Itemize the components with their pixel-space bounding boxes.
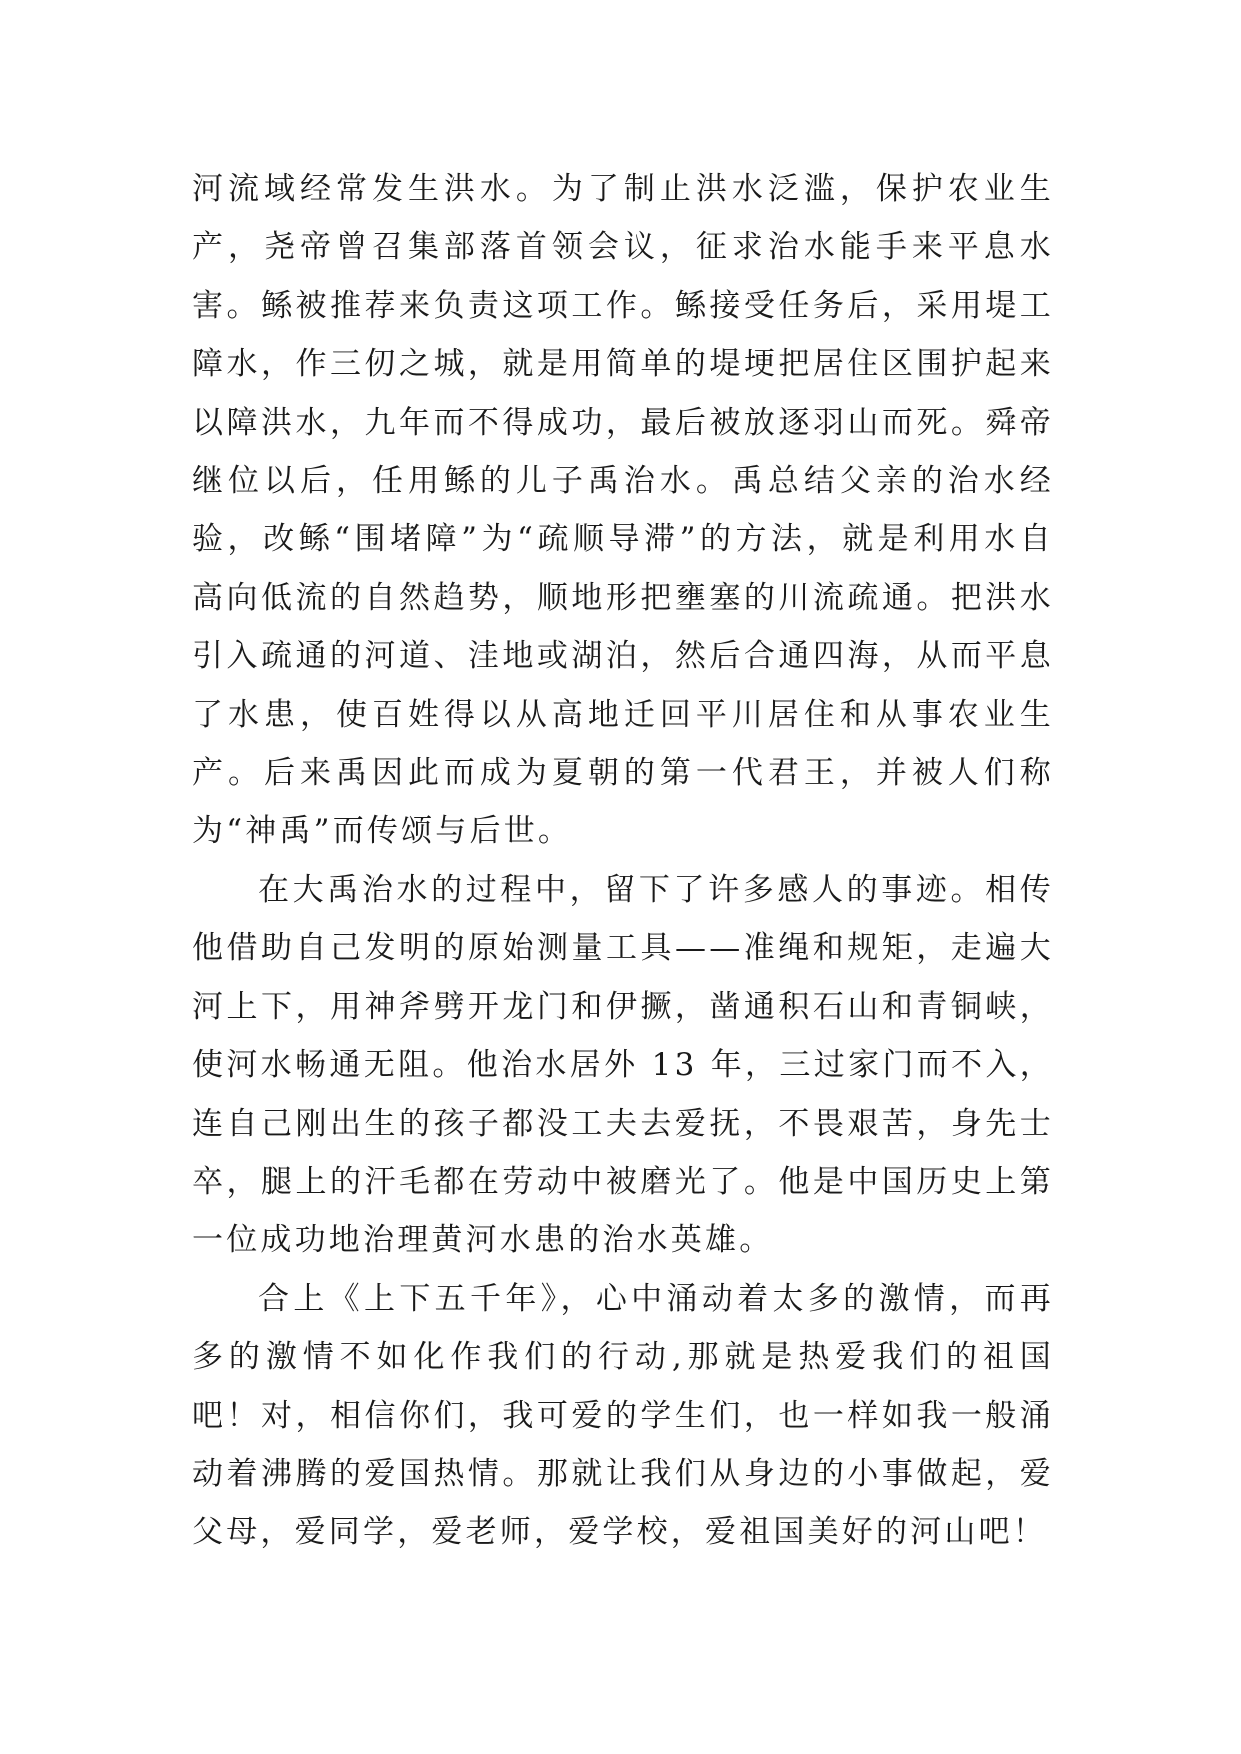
- paragraph-dayu-deeds: 在大禹治水的过程中，留下了许多感人的事迹。相传他借助自己发明的原始测量工具——准绳和规矩，走遍大河上下，用神斧劈开龙门和伊撅，凿通积石山和青铜峡，使河水畅通无阻。他治水居外 13 年，三过家门而不入，连自己刚出生的孩子都没工夫去爱抚，不畏艰苦，身先士卒，腿上的汗毛都在劳动中被磨光了。他是中国历史上第一位成功地治理黄河水患的治水英雄。: [192, 871, 1054, 1259]
- paragraph-continued: 河流域经常发生洪水。为了制止洪水泛滥，保护农业生产，尧帝曾召集部落首领会议，征求治水能手来平息水害。鲧被推荐来负责这项工作。鲧接受任务后，采用堤工障水，作三仞之城，就是用简单的堤埂把居住区围护起来以障洪水，九年而不得成功，最后被放逐羽山而死。舜帝继位以后，任用鲧的儿子禹治水。禹总结父亲的治水经验，改鲧“围堵障”为“疏顺导滞”的方法，就是利用水自高向低流的自然趋势，顺地形把壅塞的川流疏通。把洪水引入疏通的河道、洼地或湖泊，然后合通四海，从而平息了水患，使百姓得以从高地迁回平川居住和从事农业生产。后来禹因此而成为夏朝的第一代君王，并被人们称为“神禹”而传颂与后世。: [192, 171, 1054, 850]
- document-body: [192, 160, 1054, 1562]
- paragraph-conclusion: 合上《上下五千年》，心中涌动着太多的激情，而再多的激情不如化作我们的行动,那就是热爱我们的祖国吧！对，相信你们，我可爱的学生们，也一样如我一般涌动着沸腾的爱国热情。那就让我们从身边的小事做起，爱父母，爱同学，爱老师，爱学校，爱祖国美好的河山吧！: [192, 1280, 1054, 1551]
